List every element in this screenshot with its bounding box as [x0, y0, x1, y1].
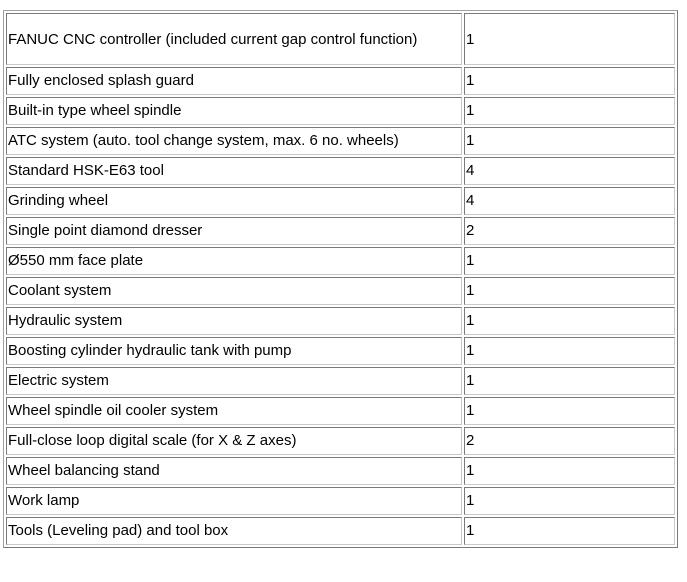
standard-accessories-table [3, 10, 678, 548]
quantity-cell: 1 [464, 127, 675, 155]
quantity-cell: 1 [464, 397, 675, 425]
quantity-cell: 1 [464, 307, 675, 335]
table-row [6, 97, 675, 125]
table-body [6, 13, 675, 545]
table-row [6, 517, 675, 545]
table-row [6, 487, 675, 515]
item-cell: Electric system [6, 367, 462, 395]
table-row [6, 157, 675, 185]
item-cell: Grinding wheel [6, 187, 462, 215]
item-cell: Coolant system [6, 277, 462, 305]
item-cell: Fully enclosed splash guard [6, 67, 462, 95]
quantity-cell: 2 [464, 217, 675, 245]
quantity-cell: 1 [464, 337, 675, 365]
item-cell: Built-in type wheel spindle [6, 97, 462, 125]
quantity-cell: 1 [464, 517, 675, 545]
item-cell: Full-close loop digital scale (for X & Z axes) [6, 427, 462, 455]
item-cell: Wheel spindle oil cooler system [6, 397, 462, 425]
quantity-cell: 1 [464, 97, 675, 125]
quantity-cell: 2 [464, 427, 675, 455]
quantity-cell: 1 [464, 367, 675, 395]
item-cell: Wheel balancing stand [6, 457, 462, 485]
quantity-cell: 1 [464, 247, 675, 275]
table-row [6, 247, 675, 275]
quantity-cell: 1 [464, 457, 675, 485]
table-row [6, 187, 675, 215]
table-row [6, 367, 675, 395]
item-cell: Single point diamond dresser [6, 217, 462, 245]
item-cell: Standard HSK-E63 tool [6, 157, 462, 185]
quantity-cell: 1 [464, 67, 675, 95]
table-row [6, 427, 675, 455]
quantity-cell: 4 [464, 187, 675, 215]
table-row [6, 13, 675, 65]
quantity-cell: 1 [464, 13, 675, 65]
item-cell: Ø550 mm face plate [6, 247, 462, 275]
table-row [6, 457, 675, 485]
table-row [6, 307, 675, 335]
item-cell: Boosting cylinder hydraulic tank with pump [6, 337, 462, 365]
table-row [6, 217, 675, 245]
table-row [6, 337, 675, 365]
table-row [6, 127, 675, 155]
item-cell: ATC system (auto. tool change system, max. 6 no. wheels) [6, 127, 462, 155]
table-row [6, 397, 675, 425]
quantity-cell: 1 [464, 487, 675, 515]
item-cell: Hydraulic system [6, 307, 462, 335]
table-row [6, 277, 675, 305]
table-row [6, 67, 675, 95]
quantity-cell: 1 [464, 277, 675, 305]
item-cell: Work lamp [6, 487, 462, 515]
spec-table-container [3, 10, 678, 548]
quantity-cell: 4 [464, 157, 675, 185]
item-cell: Tools (Leveling pad) and tool box [6, 517, 462, 545]
item-cell: FANUC CNC controller (included current gap control function) [6, 13, 462, 65]
